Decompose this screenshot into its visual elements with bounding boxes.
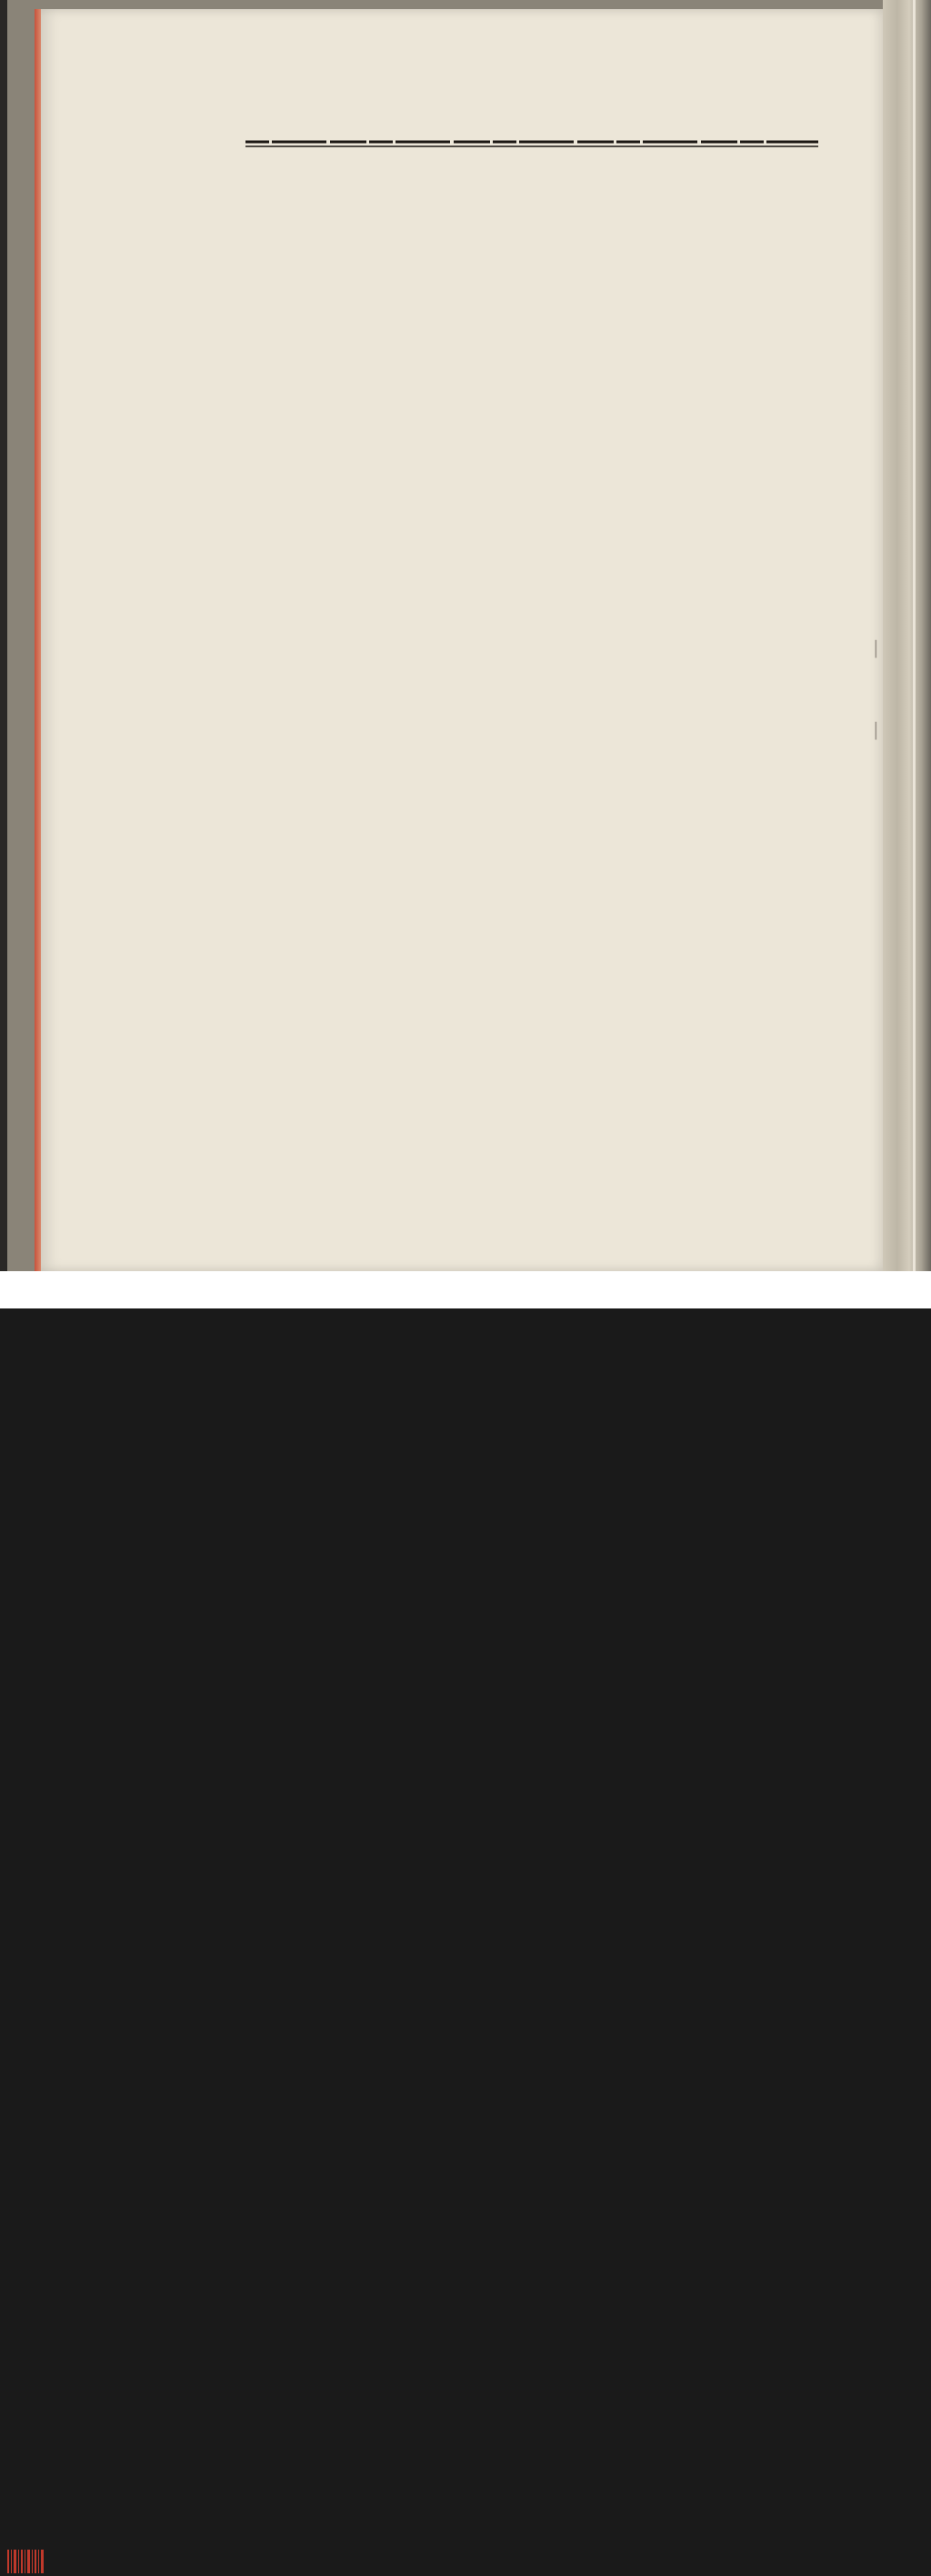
bleed-mark: |	[873, 636, 879, 658]
footer-bar	[0, 1271, 931, 1308]
fore-edge-highlight	[913, 0, 916, 1271]
header-rule	[200, 136, 818, 149]
barcode-icon	[7, 2550, 44, 2573]
dfg-logo	[851, 2547, 926, 2576]
catchword	[244, 777, 815, 804]
scan-area	[0, 0, 931, 1271]
book-page	[41, 9, 883, 1271]
page-stack-edge	[883, 0, 931, 1271]
bleed-mark: |	[873, 718, 879, 740]
